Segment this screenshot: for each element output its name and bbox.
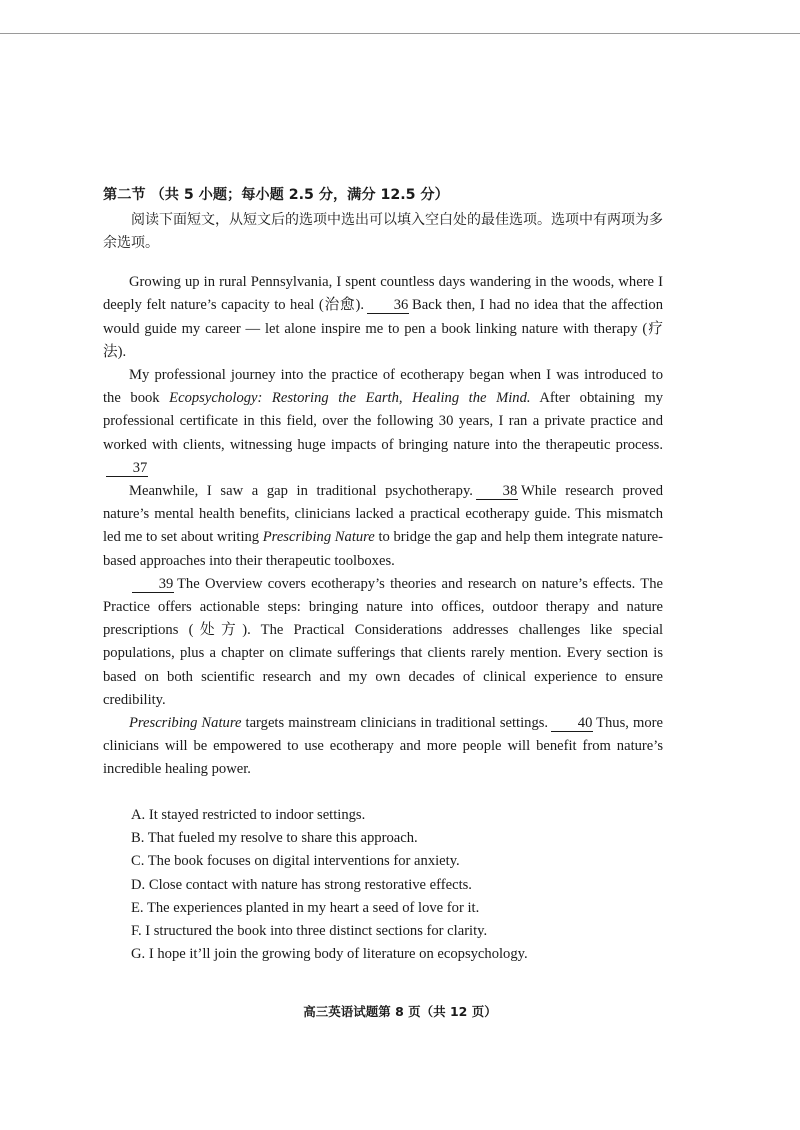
option-c: C. The book focuses on digital interventions for anxiety. [131, 853, 460, 870]
book-title-prescribing-nature-2: Prescribing Nature [129, 715, 242, 732]
paragraph-1-text-a: Growing up in rural Pennsylvania, I spent countless days wandering in the woods, where I deeply felt nature’s capacity to heal (治愈). [103, 274, 663, 314]
paragraph-5-text-b: Thus, more clinicians will be empowered to use ecotherapy and more people will benefit from nature’s incredible healing power. [103, 715, 663, 778]
book-title-ecopsychology: Ecopsychology: Restoring the Earth, Healing the Mind. [169, 390, 531, 407]
paragraph-1-text-b: Back then, I had no idea that the affection would guide my career — let alone inspire me to pen a book linking nature with therapy (疗法). [103, 297, 663, 360]
paragraph-2-text-a: My professional journey into the practice of ecotherapy began when I was introduced to the book [103, 367, 663, 407]
paragraph-3-text-c: to bridge the gap and help them integrate nature-based approaches into their therapeutic toolboxes. [103, 529, 664, 569]
blank-37[interactable]: 37 [106, 461, 148, 477]
paragraph-3 [103, 480, 663, 573]
option-d: D. Close contact with nature has strong restorative effects. [131, 876, 472, 893]
answer-options [103, 804, 663, 967]
option-f: F. I structured the book into three distinct sections for clarity. [131, 923, 488, 940]
paragraph-4 [103, 573, 663, 712]
section-title: 第二节 （共 5 小题；每小题 2.5 分，满分 12.5 分） [103, 187, 449, 203]
blank-38[interactable]: 38 [476, 484, 518, 500]
paragraph-3-text-b: While research proved nature’s mental health benefits, clinicians lacked a practical ecotherapy guide. This mismatch led me to set about writing [103, 483, 663, 546]
option-a: A. It stayed restricted to indoor settings. [131, 806, 366, 823]
blank-39[interactable]: 39 [132, 577, 174, 593]
exam-page [103, 184, 663, 967]
paragraph-1 [103, 271, 663, 364]
paragraph-3-text-a: Meanwhile, I saw a gap in traditional psychotherapy. [129, 483, 473, 500]
blank-36[interactable]: 36 [367, 298, 409, 314]
paragraph-5 [103, 712, 663, 782]
paragraph-5-text-a: targets mainstream clinicians in traditional settings. [245, 715, 549, 732]
option-e: E. The experiences planted in my heart a seed of love for it. [131, 899, 480, 916]
blank-40[interactable]: 40 [551, 716, 593, 732]
book-title-prescribing-nature: Prescribing Nature [262, 529, 375, 546]
option-g: G. I hope it’ll join the growing body of literature on ecopsychology. [131, 946, 528, 963]
paragraph-2-text-b: After obtaining my professional certificate in this field, over the following 30 years, I ran a private practice and worked with clients, witnessing huge impacts of bringing nature into the therapeutic process. [103, 390, 664, 453]
paragraph-4-text-a: The Overview covers ecotherapy’s theories and research on nature’s effects. The Practice offers actionable steps: bringing nature into offices, outdoor therapy and nature prescriptions (处方). The Practical Considerations addresses challenges like special populations, plus a chapter on climate sufferings that clients rarely mention. Every section is based on both scientific research and my own decades of clinical experience to ensure credibility. [103, 575, 663, 708]
option-b: B. That fueled my resolve to share this approach. [131, 829, 418, 846]
top-border-line [0, 33, 800, 34]
section-instructions: 阅读下面短文，从短文后的选项中选出可以填入空白处的最佳选项。选项中有两项为多余选项。 [103, 212, 663, 252]
reading-passage [103, 271, 663, 781]
page-footer: 高三英语试题第 8 页（共 12 页） [303, 1004, 497, 1019]
paragraph-2 [103, 364, 663, 480]
